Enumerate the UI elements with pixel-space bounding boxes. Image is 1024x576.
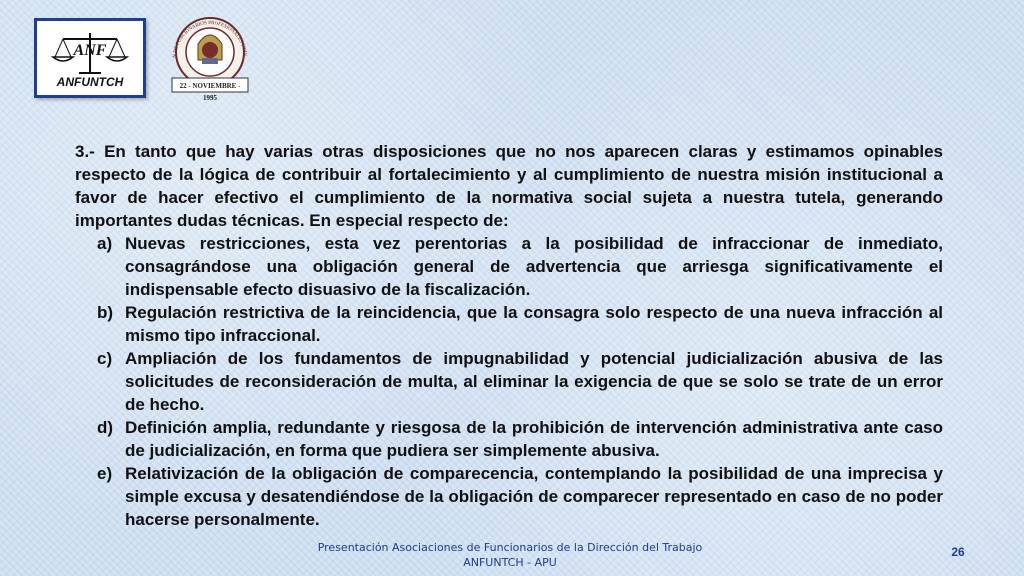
list-item-text: Ampliación de los fundamentos de impugnabilidad y potencial judicialización abusiva de las solicitudes de reconsideración de multa, al eliminar la exigencia de que se solo se trate de un error de hecho. <box>125 349 943 414</box>
slide-footer <box>260 540 760 570</box>
list-item-text: Relativización de la obligación de comparecencia, contemplando la posibilidad de una imprecisa y simple excusa y desatendiéndose de la obligación de comparecer representado en caso de no poder hacerse personalmente. <box>125 464 943 529</box>
list-marker: c) <box>97 349 113 368</box>
intro-paragraph: 3.- En tanto que hay varias otras disposiciones que no nos aparecen claras y estimamos opinables respecto de la lógica de contribuir al fortalecimiento y al cumplimiento de nuestra misión institucional a favor de hacer efectivo el cumplimiento de la normativa social sujeta a nuestra tutela, generando importantes dudas técnicas. En especial respecto de: <box>75 142 943 230</box>
apu-seal-logo <box>162 14 258 102</box>
list-item-text: Nuevas restricciones, esta vez perentorias a la posibilidad de infraccionar de inmediato, consagrándose una obligación general de advertencia que arriesga significativamente el indispensable efecto disuasivo de la fiscalización. <box>125 234 943 299</box>
list-marker: b) <box>97 303 114 322</box>
list-item <box>75 462 943 531</box>
concerns-list <box>75 232 943 531</box>
seal-ring-text: N DE FUNCIONARIOS PROFESIONALES UNIV <box>172 20 248 58</box>
list-item-text: Definición amplia, redundante y riesgosa de la prohibición de intervención administrativa ante caso de judicialización, en forma que pudiera ser simplemente abusiva. <box>125 418 943 460</box>
list-marker: d) <box>97 418 114 437</box>
list-marker: e) <box>97 464 113 483</box>
seal-date-banner: 22 - NOVIEMBRE - 1995 <box>179 82 241 102</box>
list-item <box>75 347 943 416</box>
anfuntch-logo-label: ANFUNTCH <box>56 75 124 89</box>
slide-body <box>75 140 943 531</box>
footer-line-1: Presentación Asociaciones de Funcionarios de la Dirección del Trabajo <box>317 541 703 554</box>
list-item <box>75 301 943 347</box>
list-item-text: Regulación restrictiva de la reincidencia, que la consagra solo respecto de una nueva infracción al mismo tipo infraccional. <box>125 303 943 345</box>
anfuntch-logo <box>34 18 146 98</box>
page-number: 26 <box>951 545 965 559</box>
list-item <box>75 416 943 462</box>
anfuntch-monogram: ANF <box>73 42 107 59</box>
footer-line-2: ANFUNTCH - APU <box>463 556 557 569</box>
list-item <box>75 232 943 301</box>
list-marker: a) <box>97 234 113 253</box>
